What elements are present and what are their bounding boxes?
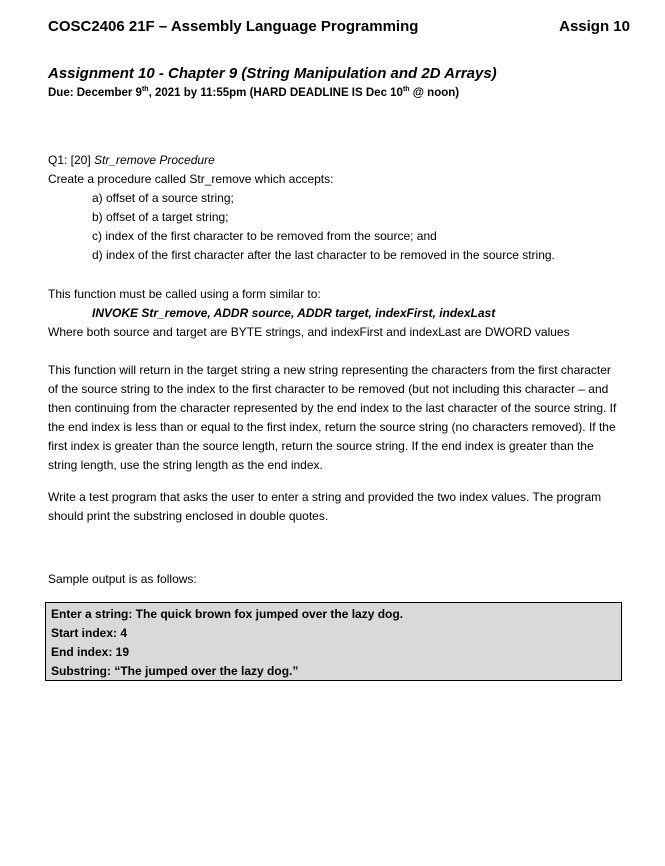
list-item: d) index of the first character after the last character to be removed in the source string.	[92, 248, 555, 262]
page-header	[48, 18, 630, 35]
list-item: c) index of the first character to be removed from the source; and	[92, 229, 437, 243]
sample-line: Start index: 4	[51, 626, 128, 640]
sample-line: End index: 19	[51, 645, 130, 659]
description-paragraph: This function will return in the target string a new string representing the characters from the first character of the source string to the index to the first character to be removed (but not including this character – and then continuing from the character represented by the end index to the last character of the source string. If the end index is less than or equal to the first index, return the source string (no characters removed). If the first index is greater than the source length, return the source string. If the end index is greater than the string length, use the string length as the end index.	[48, 363, 617, 472]
invoke-statement: INVOKE Str_remove, ADDR source, ADDR target, indexFirst, indexLast	[92, 306, 496, 320]
course-title: COSC2406 21F – Assembly Language Programming	[48, 18, 419, 35]
question-intro: Create a procedure called Str_remove which accepts:	[48, 172, 334, 186]
due-date: Due: December 9th, 2021 by 11:55pm (HARD DEADLINE IS Dec 10th @ noon)	[48, 86, 460, 99]
list-item: a) offset of a source string;	[92, 191, 234, 205]
sample-intro: Sample output is as follows:	[48, 572, 197, 586]
call-form-section	[48, 285, 638, 342]
question-heading: Q1: [20] Str_remove Procedure	[48, 153, 215, 167]
sample-output-box	[45, 602, 622, 681]
call-form-intro: This function must be called using a form similar to:	[48, 287, 321, 301]
test-program-paragraph: Write a test program that asks the user to enter a string and provided the two index values. The program should print the substring enclosed in double quotes.	[48, 490, 602, 523]
parameter-list	[48, 189, 638, 265]
sample-line: Enter a string: The quick brown fox jumped over the lazy dog.	[51, 607, 404, 621]
list-item: b) offset of a target string;	[92, 210, 229, 224]
question-1	[48, 151, 638, 265]
assignment-title: Assignment 10 - Chapter 9 (String Manipulation and 2D Arrays)	[48, 65, 497, 82]
assignment-number: Assign 10	[559, 18, 630, 35]
parameter-types: Where both source and target are BYTE strings, and indexFirst and indexLast are DWORD values	[48, 325, 570, 339]
sample-line: Substring: “The jumped over the lazy dog.”	[51, 664, 299, 678]
